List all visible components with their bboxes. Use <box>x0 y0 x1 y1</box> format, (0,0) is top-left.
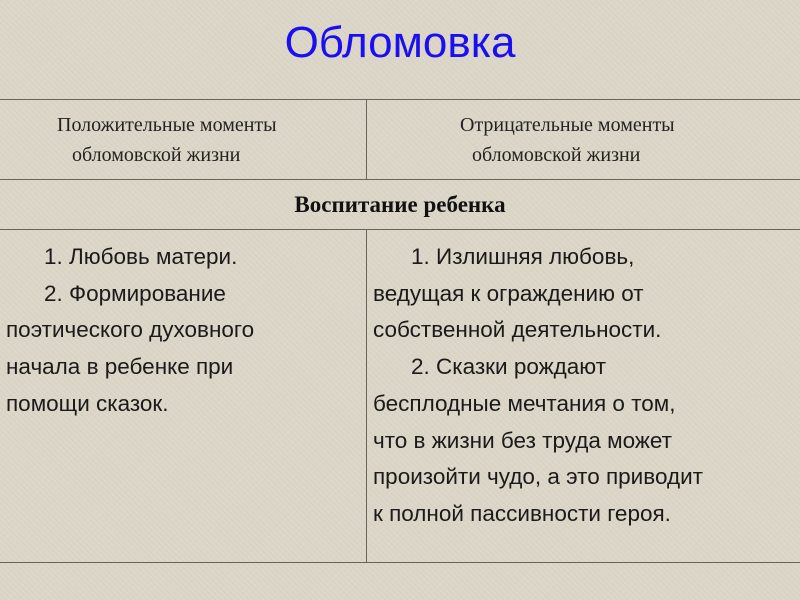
positive-column-header <box>57 110 277 170</box>
positive-line-3: поэтического духовного <box>6 317 255 343</box>
positive-header-line-1: Положительные моменты <box>57 114 277 136</box>
negative-line-1: 1. Излишняя любовь, <box>411 244 635 269</box>
comparison-table <box>0 99 800 563</box>
negative-line-4: 2. Сказки рождают <box>411 354 606 380</box>
column-divider-bottom <box>366 230 367 562</box>
positive-line-2: 2. Формирование <box>44 280 226 306</box>
negative-line-3: собственной деятельности. <box>373 317 662 343</box>
table-header-row <box>0 100 800 180</box>
positive-header-line-2: обломовской жизни <box>72 144 241 166</box>
positive-line-1: 1. Любовь матери. <box>44 244 238 269</box>
section-row <box>0 180 800 230</box>
negative-header-line-2: обломовской жизни <box>472 144 641 166</box>
negative-line-6: что в жизни без труда может <box>373 427 672 453</box>
negative-line-8: к полной пассивности героя. <box>373 500 671 526</box>
table-body-row <box>0 230 800 562</box>
column-divider-top <box>366 100 367 180</box>
section-title: Воспитание ребенка <box>294 192 506 217</box>
negative-cell <box>373 239 703 533</box>
negative-line-5: бесплодные мечтания о том, <box>373 390 676 416</box>
negative-column-header <box>460 110 675 170</box>
negative-header-line-1: Отрицательные моменты <box>460 114 675 136</box>
positive-line-5: помощи сказок. <box>6 390 169 416</box>
negative-line-7: произойти чудо, а это приводит <box>373 464 703 490</box>
positive-cell <box>6 239 254 423</box>
page-title: Обломовка <box>284 18 516 67</box>
positive-line-4: начала в ребенке при <box>6 354 234 380</box>
negative-line-2: ведущая к ограждению от <box>373 280 644 306</box>
